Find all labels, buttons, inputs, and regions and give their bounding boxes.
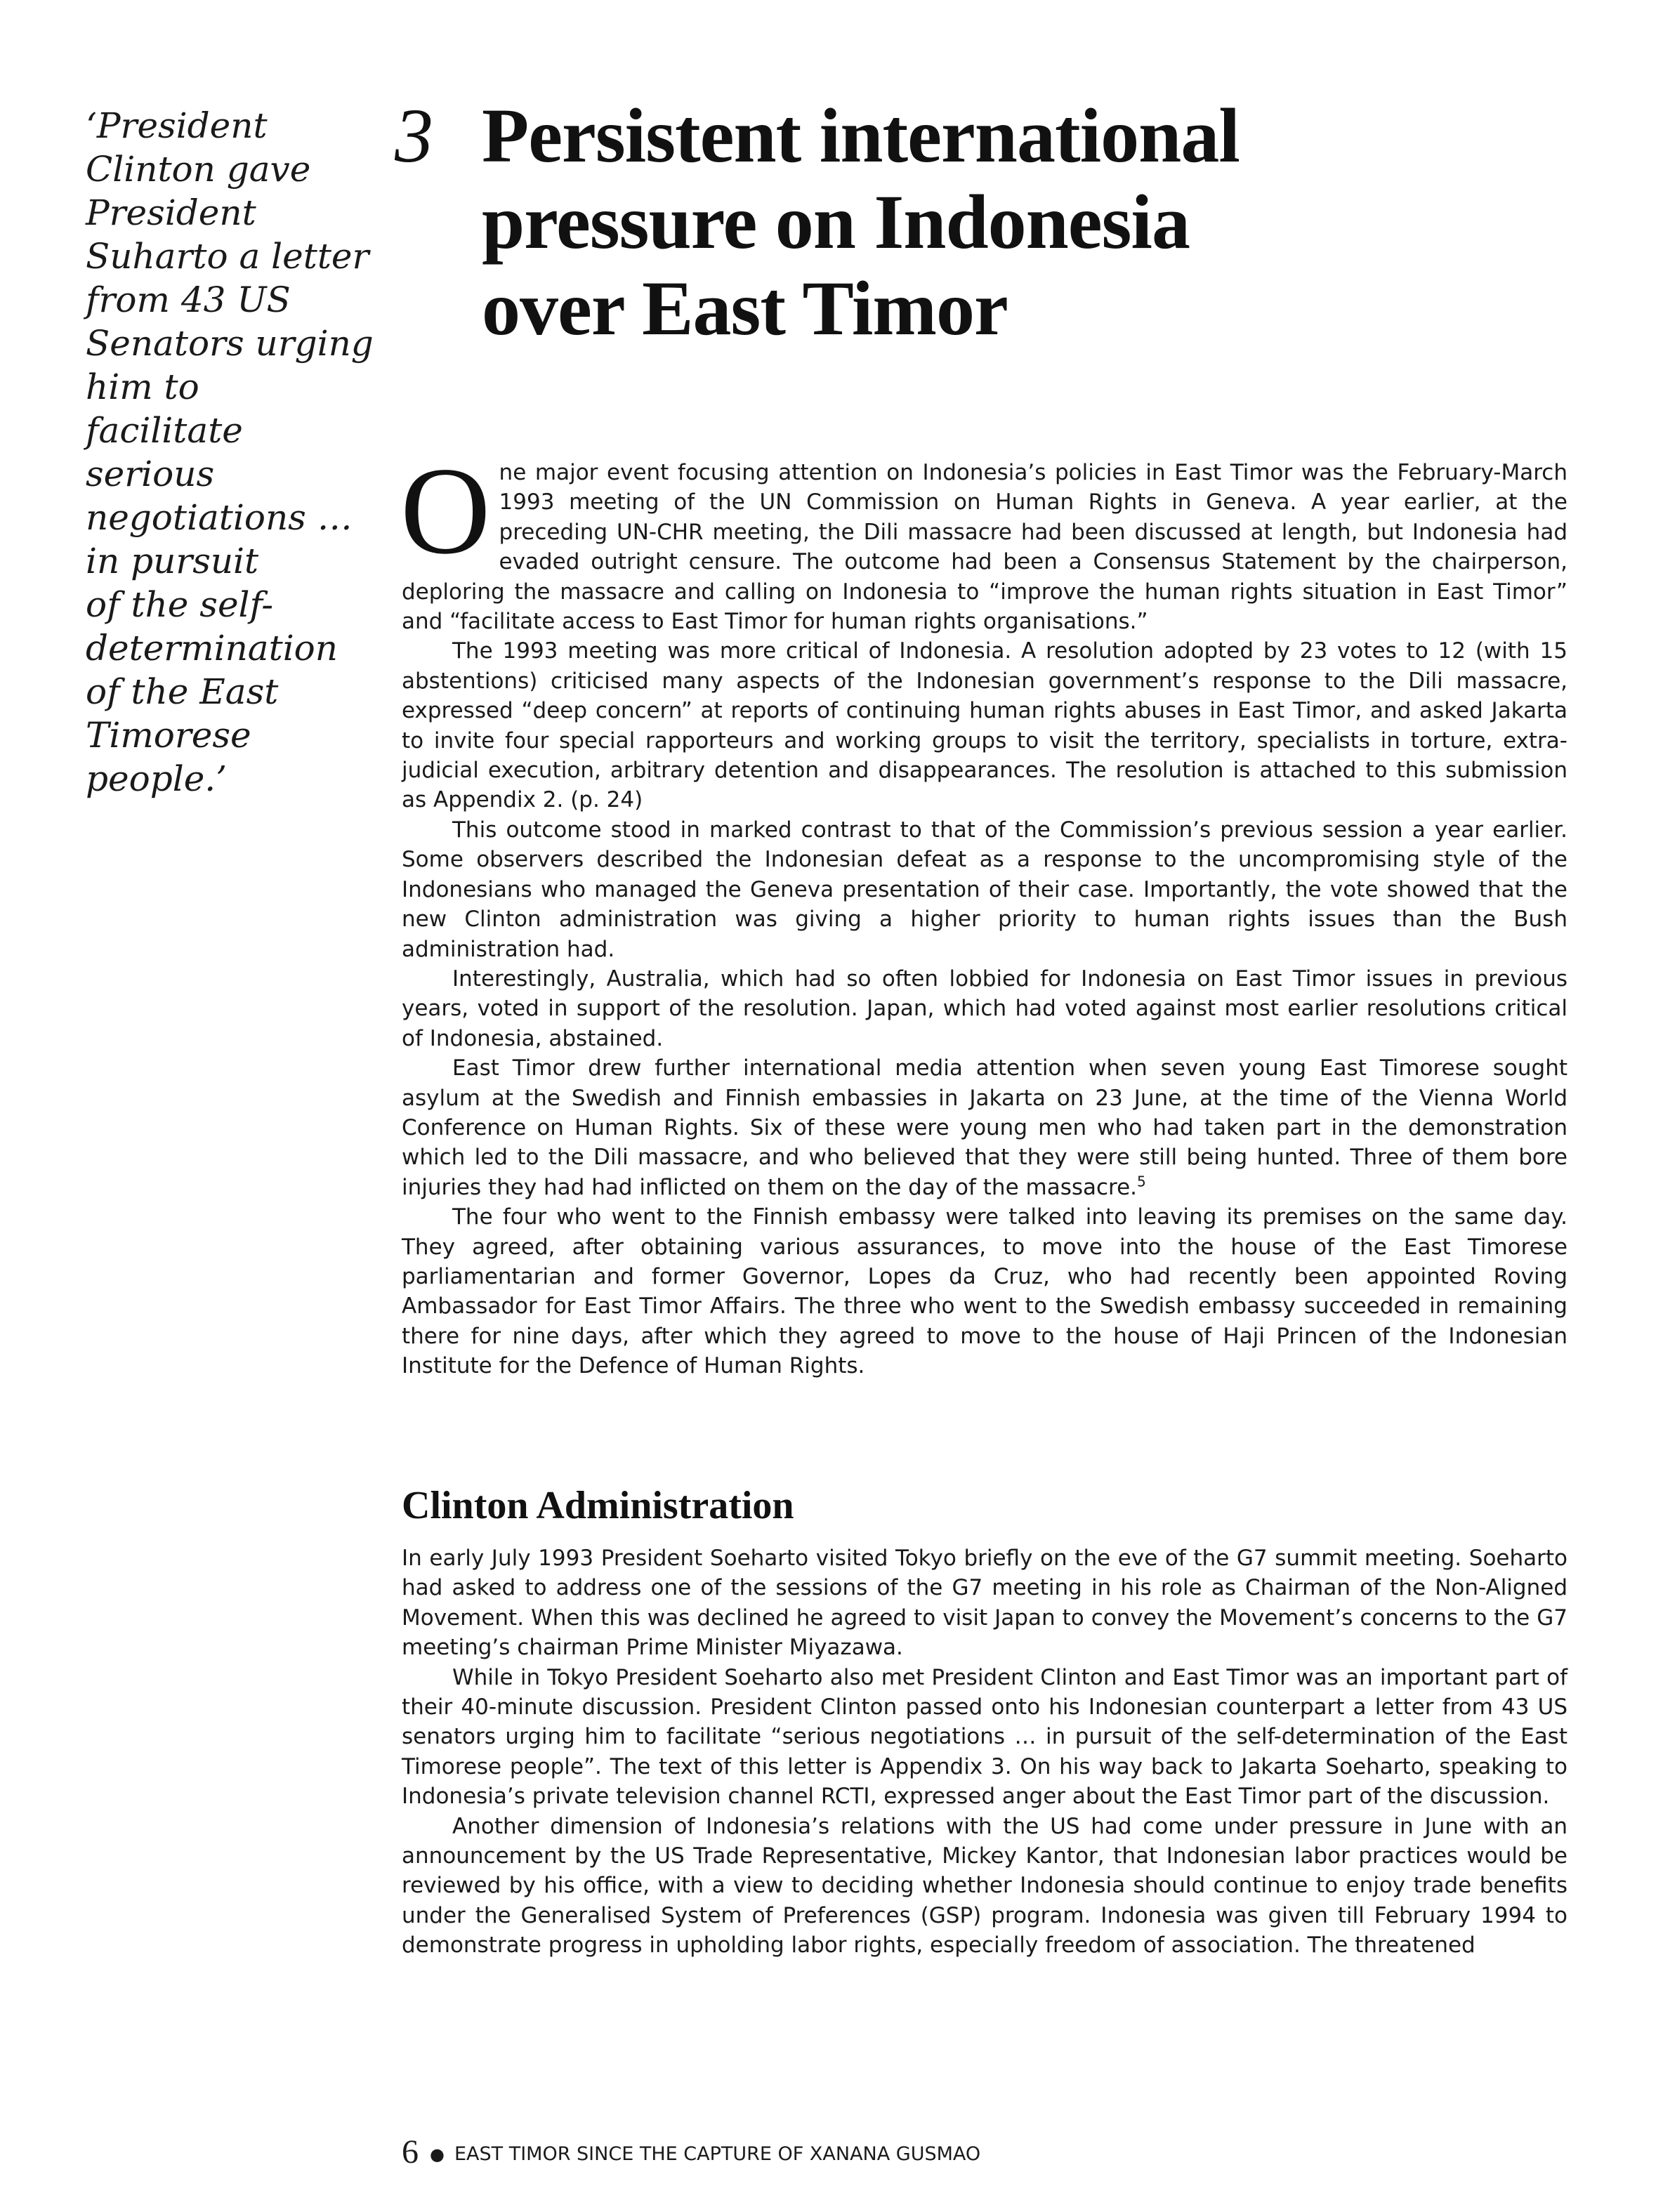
chapter-number: 3	[395, 93, 433, 178]
paragraph: In early July 1993 President Soeharto visited Tokyo briefly on the eve of the G7 summit meeting. Soeharto had asked to address one of the sessions of the G7 meeting in his role as Chairman of the Non-Aligned Movement. When this was declined he agreed to visit Japan to convey the Movement’s concerns to the G7 meeting’s chairman Prime Minister Miyazawa.	[402, 1546, 1567, 1661]
pull-quote-line: in pursuit	[86, 541, 259, 581]
drop-cap: O	[400, 441, 491, 580]
pull-quote-line: President	[86, 192, 256, 233]
section-body	[402, 1543, 1567, 1961]
pull-quote	[86, 104, 374, 801]
paragraph-text: ne major event focusing attention on Indonesia’s policies in East Timor was the February-March 1993 meeting of the UN Commission on Human Rights in Geneva. A year earlier, at the preceding UN-CHR meeting, the Dili massacre had been discussed at length, but Indonesia had evaded outright censure. The outcome had been a Consensus Statement by the chairperson, deploring the massacre and calling on Indonesia to “improve the human rights situation in East Timor” and “facilitate access to East Timor for human rights organisations.”	[402, 460, 1567, 635]
chapter-title-line: over East Timor	[482, 265, 1008, 351]
paragraph-text: East Timor drew further international media attention when seven young East Timorese sought asylum at the Swedish and Finnish embassies in Jakarta on 23 June, at the time of the Vienna World Conference on Human Rights. Six of these were young men who had taken part in the demonstration which led to the Dili massacre, and who believed that they were still being hunted. Three of them bore injuries they had had inflicted on them on the day of the massacre.	[402, 1055, 1567, 1200]
chapter-title-text: Persistent international	[482, 93, 1240, 178]
paragraph	[400, 441, 1567, 636]
pull-quote-line: of the East	[86, 671, 279, 712]
footnote-marker: 5	[1137, 1173, 1146, 1190]
intro-body	[400, 441, 1567, 1381]
section-heading: Clinton Administration	[402, 1484, 794, 1527]
pull-quote-line: determination	[86, 628, 338, 669]
pull-quote-line: Timorese	[86, 715, 251, 756]
page-footer	[402, 2135, 980, 2172]
pull-quote-line: Senators urging	[86, 323, 374, 364]
pull-quote-line: Suharto a letter	[86, 236, 369, 277]
pull-quote-line: serious	[86, 454, 215, 494]
paragraph: While in Tokyo President Soeharto also met President Clinton and East Timor was an important part of their 40-minute discussion. President Clinton passed onto his Indonesian counterpart a letter from 43 US senators urging him to facilitate “serious negotiations … in pursuit of the self-determination of the East Timorese people”. The text of this letter is Appendix 3. On his way back to Jakarta Soeharto, speaking to Indonesia’s private television channel RCTI, expressed anger about the East Timor part of the discussion.	[402, 1664, 1567, 1810]
chapter-title	[395, 93, 1589, 352]
bullet-icon: ●	[430, 2145, 445, 2164]
page-number: 6	[402, 2133, 419, 2171]
pull-quote-line: of the self-	[86, 584, 274, 625]
chapter-title-line	[395, 93, 1589, 179]
pull-quote-line: from 43 US	[86, 279, 291, 320]
paragraph: Another dimension of Indonesia’s relations with the US had come under pressure in June with an announcement by the US Trade Representative, Mickey Kantor, that Indonesian labor practices would be reviewed by his office, with a view to deciding whether Indonesia should continue to enjoy trade benefits under the Generalised System of Preferences (GSP) program. Indonesia was given till February 1994 to demonstrate progress in upholding labor rights, especially freedom of association. The threatened	[402, 1813, 1567, 1958]
pull-quote-line: facilitate	[86, 410, 243, 451]
paragraph: The four who went to the Finnish embassy were talked into leaving its premises on the same day. They agreed, after obtaining various assurances, to move into the house of the East Timorese parliamentarian and former Governor, Lopes da Cruz, who had recently been appointed Roving Ambassador for East Timor Affairs. The three who went to the Swedish embassy succeeded in remaining there for nine days, after which they agreed to move to the house of Haji Princen of the Indonesian Institute for the Defence of Human Rights.	[402, 1204, 1567, 1379]
paragraph: This outcome stood in marked contrast to that of the Commission’s previous session a year earlier. Some observers described the Indonesian defeat as a response to the uncompromising style of the Indonesians who managed the Geneva presentation of their case. Importantly, the vote showed that the new Clinton administration was giving a higher priority to human rights issues than the Bush administration had.	[402, 817, 1567, 962]
pull-quote-line: him to	[86, 367, 199, 407]
paragraph	[402, 1053, 1567, 1202]
paragraph: The 1993 meeting was more critical of Indonesia. A resolution adopted by 23 votes to 12 (with 15 abstentions) criticised many aspects of the Indonesian government’s response to the Dili massacre, expressed “deep concern” at reports of continuing human rights abuses in East Timor, and asked Jakarta to invite four special rapporteurs and working groups to visit the territory, specialists in torture, extra-judicial execution, arbitrary detention and disappearances. The resolution is attached to this submission as Appendix 2. (p. 24)	[402, 638, 1567, 813]
pull-quote-line: people.’	[86, 758, 228, 799]
pull-quote-line: ‘President	[86, 105, 268, 146]
paragraph: Interestingly, Australia, which had so often lobbied for Indonesia on East Timor issues in previous years, voted in support of the resolution. Japan, which had voted against most earlier resolutions critical of Indonesia, abstained.	[402, 966, 1567, 1051]
chapter-title-line: pressure on Indonesia	[482, 179, 1190, 265]
pull-quote-line: Clinton gave	[86, 149, 311, 190]
pull-quote-line: negotiations …	[86, 497, 353, 538]
running-title: EAST TIMOR SINCE THE CAPTURE OF XANANA GUSMAO	[454, 2143, 981, 2165]
